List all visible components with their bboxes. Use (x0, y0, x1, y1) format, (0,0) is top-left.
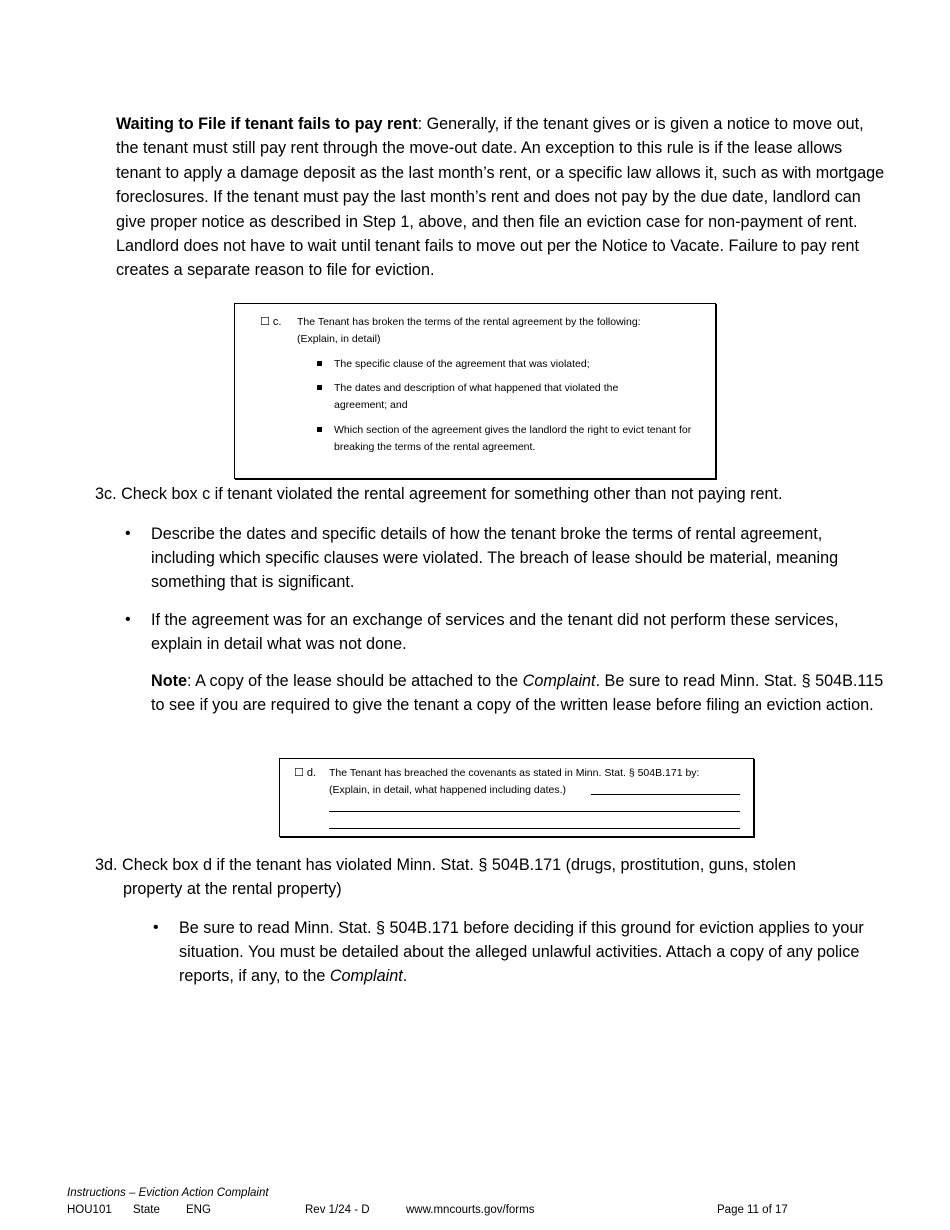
form-c-line1: The Tenant has broken the terms of the rental agreement by the following: (297, 316, 641, 328)
footer-state: State (133, 1204, 160, 1216)
section-3c-heading: 3c. Check box c if tenant violated the rental agreement for something other than not paying rent. (95, 485, 783, 503)
footer-form-id: HOU101 (67, 1204, 112, 1216)
waiting-body: : Generally, if the tenant gives or is given a notice to move out, the tenant must still pay rent through the move-out date. An exception to this rule is if the lease allows tenant to apply a damage deposit as the last month’s rent, or a specific law allows it, such as with mortgage foreclosures. If the tenant must pay the last month’s rent and does not pay by the due date, landlord can give proper notice as described in Step 1, above, and then file an eviction case for non-payment of rent. Landlord does not have to wait until tenant fails to move out per the Notice to Vacate. Failure to pay rent creates a separate reason to file for eviction. (116, 115, 885, 280)
bullet-dot-icon: • (125, 611, 131, 628)
bullet-dot-icon: • (153, 919, 159, 936)
form-c-line2: (Explain, in detail) (297, 333, 381, 345)
section-3d-bullet: • Be sure to read Minn. Stat. § 504B.171 before deciding if this ground for eviction applies to your situation. You must be detailed about the alleged unlawful activities. Attach a copy of any police reports, if any, to the Complaint. (179, 916, 879, 988)
checkbox-c-label: ☐ c. (260, 316, 282, 328)
answer-line (591, 794, 740, 795)
form-d-line2: (Explain, in detail, what happened including dates.) (329, 784, 566, 796)
note-label: Note (151, 672, 187, 690)
form-excerpt-d (279, 758, 754, 837)
footer-title: Instructions – Eviction Action Complaint (67, 1187, 269, 1199)
section-3c-bullet: • Describe the dates and specific details of how the tenant broke the terms of rental agreement, including which specific clauses were violated. The breach of lease should be material, meaning something that is significant. (151, 522, 886, 594)
bullet-square-icon (317, 385, 322, 390)
footer-revision: Rev 1/24 - D (305, 1204, 370, 1216)
form-d-line1: The Tenant has breached the covenants as stated in Minn. Stat. § 504B.171 by: (329, 767, 700, 779)
checkbox-d-label: ☐ d. (294, 767, 317, 779)
answer-line (329, 811, 740, 812)
section-3d-heading: 3d. Check box d if the tenant has violated Minn. Stat. § 504B.171 (drugs, prostitution, guns, stolen property at the rental property) (95, 856, 796, 899)
bullet-square-icon (317, 427, 322, 432)
form-c-bullet: The specific clause of the agreement that was violated; (317, 356, 697, 373)
form-c-bullet: The dates and description of what happened that violated the agreement; and (317, 380, 662, 414)
answer-line (329, 828, 740, 829)
lease-note: Note: A copy of the lease should be attached to the Complaint. Be sure to read Minn. Stat. § 504B.115 to see if you are required to give the tenant a copy of the written lease before filing an eviction action. (151, 672, 884, 714)
form-excerpt-c (234, 303, 716, 479)
waiting-paragraph (116, 112, 886, 283)
waiting-heading: Waiting to File if tenant fails to pay rent (116, 115, 418, 133)
bullet-dot-icon: • (125, 525, 131, 542)
footer-page-number: Page 11 of 17 (717, 1204, 788, 1216)
footer-url[interactable]: www.mncourts.gov/forms (406, 1204, 535, 1216)
bullet-square-icon (317, 361, 322, 366)
section-3c-bullet: • If the agreement was for an exchange of services and the tenant did not perform these services, explain in detail what was not done. (151, 608, 886, 656)
footer-language: ENG (186, 1204, 211, 1216)
form-c-bullet: Which section of the agreement gives the landlord the right to evict tenant for breaking the terms of the rental agreement. (317, 422, 692, 456)
